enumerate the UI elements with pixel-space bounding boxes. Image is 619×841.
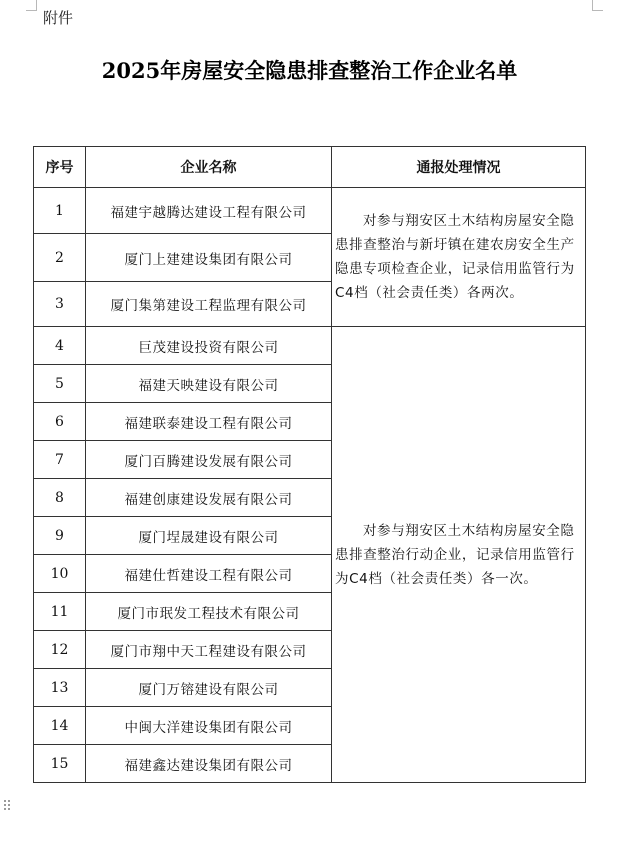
page-corner-mark-left bbox=[26, 0, 37, 11]
row-index: 4 bbox=[34, 327, 86, 365]
row-index: 2 bbox=[34, 234, 86, 282]
row-index: 10 bbox=[34, 555, 86, 593]
status-note-group-1: 对参与翔安区土木结构房屋安全隐患排查整治与新圩镇在建农房安全生产隐患专项检查企业，记录信用监管行为C4档（社会责任类）各两次。 bbox=[332, 188, 586, 327]
row-index: 14 bbox=[34, 707, 86, 745]
company-name: 厦门万镕建设有限公司 bbox=[86, 669, 332, 707]
row-index: 6 bbox=[34, 403, 86, 441]
company-name: 福建天映建设有限公司 bbox=[86, 365, 332, 403]
company-name: 福建联泰建设工程有限公司 bbox=[86, 403, 332, 441]
company-name: 福建创康建设发展有限公司 bbox=[86, 479, 332, 517]
company-name: 厦门市珉发工程技术有限公司 bbox=[86, 593, 332, 631]
drag-handle-icon[interactable] bbox=[4, 800, 12, 812]
row-index: 1 bbox=[34, 188, 86, 234]
row-index: 8 bbox=[34, 479, 86, 517]
row-index: 5 bbox=[34, 365, 86, 403]
company-list-table bbox=[33, 146, 586, 783]
attachment-label: 附件 bbox=[43, 9, 74, 27]
company-name: 厦门市翔中天工程建设有限公司 bbox=[86, 631, 332, 669]
table-row bbox=[34, 188, 586, 234]
row-index: 12 bbox=[34, 631, 86, 669]
page-corner-mark-right bbox=[592, 0, 603, 11]
company-name: 巨茂建设投资有限公司 bbox=[86, 327, 332, 365]
row-index: 3 bbox=[34, 282, 86, 327]
company-name: 厦门埕晟建设有限公司 bbox=[86, 517, 332, 555]
company-name: 福建鑫达建设集团有限公司 bbox=[86, 745, 332, 783]
row-index: 9 bbox=[34, 517, 86, 555]
header-status: 通报处理情况 bbox=[332, 147, 586, 188]
row-index: 11 bbox=[34, 593, 86, 631]
document-title: 2025年房屋安全隐患排查整治工作企业名单 bbox=[101, 58, 518, 83]
status-note-group-2: 对参与翔安区土木结构房屋安全隐患排查整治行动企业，记录信用监管行为C4档（社会责任类）各一次。 bbox=[332, 327, 586, 783]
company-name: 厦门上建建设集团有限公司 bbox=[86, 234, 332, 282]
table-row bbox=[34, 327, 586, 365]
company-name: 福建仕哲建设工程有限公司 bbox=[86, 555, 332, 593]
header-company-name: 企业名称 bbox=[86, 147, 332, 188]
table-header-row bbox=[34, 147, 586, 188]
company-name: 厦门集第建设工程监理有限公司 bbox=[86, 282, 332, 327]
company-name: 厦门百腾建设发展有限公司 bbox=[86, 441, 332, 479]
company-name: 中闽大洋建设集团有限公司 bbox=[86, 707, 332, 745]
header-index: 序号 bbox=[34, 147, 86, 188]
row-index: 13 bbox=[34, 669, 86, 707]
row-index: 7 bbox=[34, 441, 86, 479]
row-index: 15 bbox=[34, 745, 86, 783]
company-name: 福建宇越腾达建设工程有限公司 bbox=[86, 188, 332, 234]
